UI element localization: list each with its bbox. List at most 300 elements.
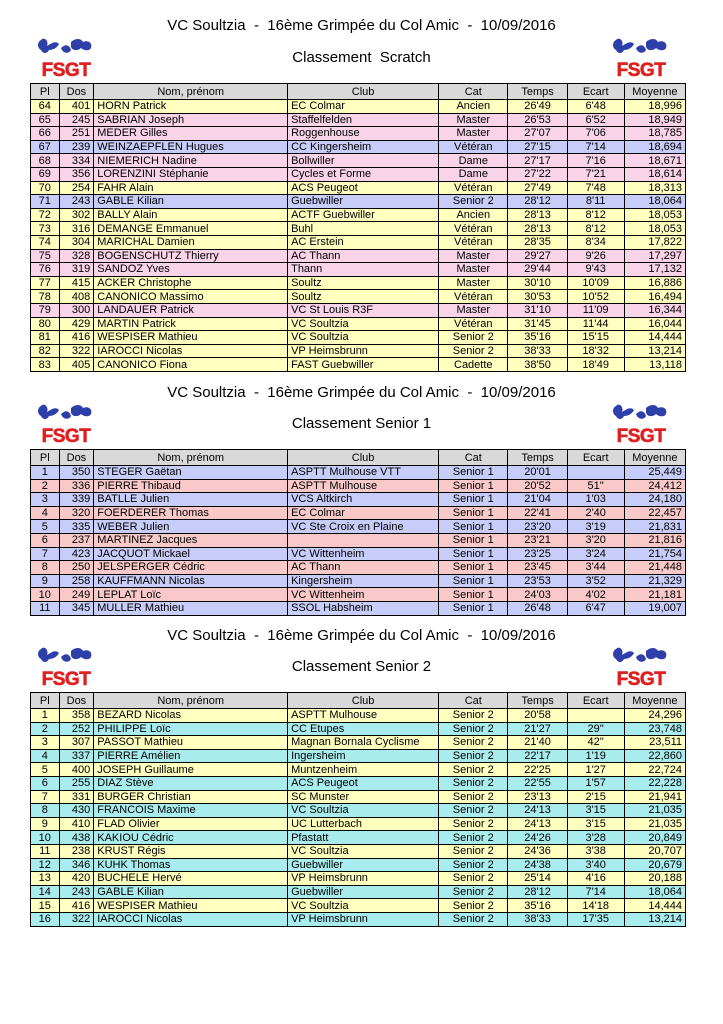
club-cell: Bollwiller bbox=[288, 154, 439, 168]
average-cell: 24,296 bbox=[624, 709, 685, 723]
place-cell: 11 bbox=[31, 601, 60, 615]
gap-cell: 6'52 bbox=[567, 113, 624, 127]
table-row bbox=[31, 195, 686, 209]
time-cell: 29'44 bbox=[508, 263, 567, 277]
gap-cell: 15'15 bbox=[567, 331, 624, 345]
bib-cell: 302 bbox=[59, 208, 94, 222]
name-cell: BOGENSCHUTZ Thierry bbox=[94, 249, 288, 263]
club-cell bbox=[288, 533, 439, 547]
table-row bbox=[31, 303, 686, 317]
time-cell: 24'13 bbox=[508, 817, 567, 831]
name-cell: JACQUOT Mickael bbox=[94, 547, 288, 561]
gap-cell: 14'18 bbox=[567, 899, 624, 913]
bib-cell: 337 bbox=[59, 749, 94, 763]
category-cell: Vétéran bbox=[439, 317, 508, 331]
place-cell: 3 bbox=[31, 736, 60, 750]
name-cell: LEPLAT Loïc bbox=[94, 588, 288, 602]
name-cell: DEMANGE Emmanuel bbox=[94, 222, 288, 236]
bib-cell: 328 bbox=[59, 249, 94, 263]
club-cell: VC Ste Croix en Plaine bbox=[288, 520, 439, 534]
club-cell: Ingersheim bbox=[288, 749, 439, 763]
category-cell: Senior 1 bbox=[439, 547, 508, 561]
bib-cell: 410 bbox=[59, 817, 94, 831]
table-row bbox=[31, 817, 686, 831]
place-cell: 80 bbox=[31, 317, 60, 331]
average-cell: 18,614 bbox=[624, 167, 685, 181]
bib-cell: 438 bbox=[59, 831, 94, 845]
bib-cell: 335 bbox=[59, 520, 94, 534]
column-header: Club bbox=[288, 693, 439, 709]
club-cell: EC Colmar bbox=[288, 100, 439, 114]
average-cell: 18,064 bbox=[624, 885, 685, 899]
club-cell: ACS Peugeot bbox=[288, 776, 439, 790]
name-cell: KAKIOU Cédric bbox=[94, 831, 288, 845]
name-cell: MARTIN Patrick bbox=[94, 317, 288, 331]
name-cell: FAHR Alain bbox=[94, 181, 288, 195]
time-cell: 38'50 bbox=[508, 358, 567, 372]
section-3-subtitle: Classement Senior 2 bbox=[291, 658, 432, 675]
average-cell: 22,860 bbox=[624, 749, 685, 763]
table-row bbox=[31, 154, 686, 168]
name-cell: PIERRE Thibaud bbox=[94, 479, 288, 493]
name-cell: KAUFFMANN Nicolas bbox=[94, 574, 288, 588]
club-cell: VC Wittenheim bbox=[288, 547, 439, 561]
gap-cell: 4'02 bbox=[567, 588, 624, 602]
average-cell: 21,181 bbox=[624, 588, 685, 602]
table-row bbox=[31, 466, 686, 480]
time-cell: 23'25 bbox=[508, 547, 567, 561]
gap-cell: 29'' bbox=[567, 722, 624, 736]
bib-cell: 304 bbox=[59, 235, 94, 249]
average-cell: 20,679 bbox=[624, 858, 685, 872]
category-cell: Senior 2 bbox=[439, 817, 508, 831]
name-cell: STEGER Gaëtan bbox=[94, 466, 288, 480]
table-row bbox=[31, 561, 686, 575]
place-cell: 10 bbox=[31, 831, 60, 845]
average-cell: 18,694 bbox=[624, 140, 685, 154]
club-cell: VC Soultzia bbox=[288, 899, 439, 913]
gap-cell: 3'40 bbox=[567, 858, 624, 872]
column-header: Nom, prénom bbox=[94, 84, 288, 100]
category-cell: Master bbox=[439, 263, 508, 277]
average-cell: 18,671 bbox=[624, 154, 685, 168]
average-cell: 23,748 bbox=[624, 722, 685, 736]
table-row bbox=[31, 222, 686, 236]
category-cell: Senior 1 bbox=[439, 493, 508, 507]
bib-cell: 243 bbox=[59, 195, 94, 209]
time-cell: 27'15 bbox=[508, 140, 567, 154]
table-row bbox=[31, 776, 686, 790]
club-cell: EC Colmar bbox=[288, 506, 439, 520]
column-header: Nom, prénom bbox=[94, 693, 288, 709]
svg-text:FSGT: FSGT bbox=[41, 60, 91, 80]
average-cell: 21,448 bbox=[624, 561, 685, 575]
table-row bbox=[31, 290, 686, 304]
club-cell: VP Heimsbrunn bbox=[288, 872, 439, 886]
category-cell: Senior 2 bbox=[439, 844, 508, 858]
time-cell: 21'40 bbox=[508, 736, 567, 750]
category-cell: Senior 2 bbox=[439, 763, 508, 777]
table-header-row bbox=[31, 693, 686, 709]
club-cell: VP Heimsbrunn bbox=[288, 344, 439, 358]
section-1-title: VC Soultzia - 16ème Grimpée du Col Amic - 10/09/2016 bbox=[167, 17, 556, 34]
name-cell: BURGER Christian bbox=[94, 790, 288, 804]
name-cell: CANONICO Fiona bbox=[94, 358, 288, 372]
table-row bbox=[31, 831, 686, 845]
gap-cell: 7'14 bbox=[567, 885, 624, 899]
category-cell: Senior 2 bbox=[439, 912, 508, 926]
table-row bbox=[31, 344, 686, 358]
table-row bbox=[31, 790, 686, 804]
gap-cell: 7'06 bbox=[567, 127, 624, 141]
table-row bbox=[31, 208, 686, 222]
bib-cell: 249 bbox=[59, 588, 94, 602]
place-cell: 69 bbox=[31, 167, 60, 181]
category-cell: Senior 1 bbox=[439, 588, 508, 602]
bib-cell: 420 bbox=[59, 872, 94, 886]
category-cell: Senior 1 bbox=[439, 479, 508, 493]
bib-cell: 252 bbox=[59, 722, 94, 736]
table-row bbox=[31, 276, 686, 290]
time-cell: 35'16 bbox=[508, 899, 567, 913]
category-cell: Senior 2 bbox=[439, 872, 508, 886]
average-cell: 18,996 bbox=[624, 100, 685, 114]
column-header: Cat bbox=[439, 84, 508, 100]
time-cell: 21'04 bbox=[508, 493, 567, 507]
category-cell: Senior 1 bbox=[439, 533, 508, 547]
bib-cell: 346 bbox=[59, 858, 94, 872]
place-cell: 5 bbox=[31, 520, 60, 534]
section-2-title: VC Soultzia - 16ème Grimpée du Col Amic - 10/09/2016 bbox=[167, 384, 556, 401]
bib-cell: 255 bbox=[59, 776, 94, 790]
results-table-senior-2 bbox=[30, 692, 686, 927]
category-cell: Senior 1 bbox=[439, 520, 508, 534]
gap-cell: 9'43 bbox=[567, 263, 624, 277]
bib-cell: 336 bbox=[59, 479, 94, 493]
name-cell: PHILIPPE Loïc bbox=[94, 722, 288, 736]
time-cell: 35'16 bbox=[508, 331, 567, 345]
place-cell: 66 bbox=[31, 127, 60, 141]
table-row bbox=[31, 113, 686, 127]
category-cell: Senior 2 bbox=[439, 885, 508, 899]
column-header: Temps bbox=[508, 450, 567, 466]
bib-cell: 331 bbox=[59, 790, 94, 804]
average-cell: 24,180 bbox=[624, 493, 685, 507]
bib-cell: 429 bbox=[59, 317, 94, 331]
table-row bbox=[31, 912, 686, 926]
column-header: Moyenne bbox=[624, 84, 685, 100]
club-cell: ACTF Guebwiller bbox=[288, 208, 439, 222]
average-cell: 18,064 bbox=[624, 195, 685, 209]
category-cell: Ancien bbox=[439, 100, 508, 114]
table-row bbox=[31, 317, 686, 331]
average-cell: 21,941 bbox=[624, 790, 685, 804]
time-cell: 22'25 bbox=[508, 763, 567, 777]
average-cell: 20,849 bbox=[624, 831, 685, 845]
time-cell: 26'49 bbox=[508, 100, 567, 114]
category-cell: Senior 2 bbox=[439, 804, 508, 818]
average-cell: 20,707 bbox=[624, 844, 685, 858]
time-cell: 24'38 bbox=[508, 858, 567, 872]
time-cell: 22'17 bbox=[508, 749, 567, 763]
table-row bbox=[31, 263, 686, 277]
name-cell: NIEMERICH Nadine bbox=[94, 154, 288, 168]
gap-cell: 18'32 bbox=[567, 344, 624, 358]
column-header: Dos bbox=[59, 693, 94, 709]
bib-cell: 408 bbox=[59, 290, 94, 304]
gap-cell: 3'38 bbox=[567, 844, 624, 858]
name-cell: WESPISER Mathieu bbox=[94, 331, 288, 345]
time-cell: 21'27 bbox=[508, 722, 567, 736]
average-cell: 18,949 bbox=[624, 113, 685, 127]
name-cell: MULLER Mathieu bbox=[94, 601, 288, 615]
gap-cell bbox=[567, 466, 624, 480]
category-cell: Senior 2 bbox=[439, 736, 508, 750]
category-cell: Ancien bbox=[439, 208, 508, 222]
gap-cell: 10'52 bbox=[567, 290, 624, 304]
table-row bbox=[31, 181, 686, 195]
average-cell: 14,444 bbox=[624, 331, 685, 345]
average-cell: 22,228 bbox=[624, 776, 685, 790]
name-cell: FRANCOIS Maxime bbox=[94, 804, 288, 818]
club-cell: Roggenhouse bbox=[288, 127, 439, 141]
club-cell: VP Heimsbrunn bbox=[288, 912, 439, 926]
club-cell: VC St Louis R3F bbox=[288, 303, 439, 317]
table-row bbox=[31, 331, 686, 345]
average-cell: 22,457 bbox=[624, 506, 685, 520]
average-cell: 25,449 bbox=[624, 466, 685, 480]
time-cell: 23'45 bbox=[508, 561, 567, 575]
gap-cell: 51'' bbox=[567, 479, 624, 493]
gap-cell: 2'40 bbox=[567, 506, 624, 520]
time-cell: 27'17 bbox=[508, 154, 567, 168]
place-cell: 4 bbox=[31, 506, 60, 520]
name-cell: WEBER Julien bbox=[94, 520, 288, 534]
club-cell: Pfastatt bbox=[288, 831, 439, 845]
table-row bbox=[31, 249, 686, 263]
bib-cell: 345 bbox=[59, 601, 94, 615]
place-cell: 1 bbox=[31, 709, 60, 723]
bib-cell: 401 bbox=[59, 100, 94, 114]
place-cell: 9 bbox=[31, 574, 60, 588]
time-cell: 24'26 bbox=[508, 831, 567, 845]
table-row bbox=[31, 574, 686, 588]
bib-cell: 400 bbox=[59, 763, 94, 777]
gap-cell: 2'15 bbox=[567, 790, 624, 804]
svg-text:FSGT: FSGT bbox=[616, 426, 666, 446]
gap-cell: 1'57 bbox=[567, 776, 624, 790]
table-row bbox=[31, 736, 686, 750]
place-cell: 73 bbox=[31, 222, 60, 236]
table-row bbox=[31, 872, 686, 886]
svg-text:FSGT: FSGT bbox=[616, 60, 666, 80]
name-cell: FLAD Olivier bbox=[94, 817, 288, 831]
gap-cell: 8'12 bbox=[567, 208, 624, 222]
club-cell: Muntzenheim bbox=[288, 763, 439, 777]
bib-cell: 307 bbox=[59, 736, 94, 750]
column-header: Nom, prénom bbox=[94, 450, 288, 466]
table-row bbox=[31, 899, 686, 913]
table-row bbox=[31, 506, 686, 520]
club-cell: Soultz bbox=[288, 290, 439, 304]
bib-cell: 239 bbox=[59, 140, 94, 154]
club-cell: SSOL Habsheim bbox=[288, 601, 439, 615]
name-cell: WEINZAEPFLEN Hugues bbox=[94, 140, 288, 154]
gap-cell: 10'09 bbox=[567, 276, 624, 290]
place-cell: 16 bbox=[31, 912, 60, 926]
column-header: Moyenne bbox=[624, 693, 685, 709]
average-cell: 16,494 bbox=[624, 290, 685, 304]
average-cell: 24,412 bbox=[624, 479, 685, 493]
column-header: Pl bbox=[31, 450, 60, 466]
gap-cell: 7'21 bbox=[567, 167, 624, 181]
club-cell: Guebwiller bbox=[288, 858, 439, 872]
place-cell: 83 bbox=[31, 358, 60, 372]
gap-cell: 7'48 bbox=[567, 181, 624, 195]
club-cell: Guebwiller bbox=[288, 885, 439, 899]
column-header: Ecart bbox=[567, 84, 624, 100]
name-cell: JELSPERGER Cédric bbox=[94, 561, 288, 575]
name-cell: PIERRE Amélien bbox=[94, 749, 288, 763]
place-cell: 67 bbox=[31, 140, 60, 154]
time-cell: 26'53 bbox=[508, 113, 567, 127]
bib-cell: 238 bbox=[59, 844, 94, 858]
time-cell: 28'13 bbox=[508, 222, 567, 236]
name-cell: BATLLE Julien bbox=[94, 493, 288, 507]
average-cell: 21,816 bbox=[624, 533, 685, 547]
average-cell: 17,132 bbox=[624, 263, 685, 277]
category-cell: Senior 1 bbox=[439, 574, 508, 588]
column-header: Cat bbox=[439, 693, 508, 709]
name-cell: FOERDERER Thomas bbox=[94, 506, 288, 520]
category-cell: Senior 1 bbox=[439, 466, 508, 480]
time-cell: 31'45 bbox=[508, 317, 567, 331]
time-cell: 30'10 bbox=[508, 276, 567, 290]
table-row bbox=[31, 722, 686, 736]
average-cell: 18,785 bbox=[624, 127, 685, 141]
time-cell: 22'55 bbox=[508, 776, 567, 790]
svg-text:FSGT: FSGT bbox=[616, 669, 666, 689]
column-header: Ecart bbox=[567, 450, 624, 466]
gap-cell: 8'11 bbox=[567, 195, 624, 209]
column-header: Dos bbox=[59, 450, 94, 466]
name-cell: MARICHAL Damien bbox=[94, 235, 288, 249]
bib-cell: 416 bbox=[59, 899, 94, 913]
place-cell: 4 bbox=[31, 749, 60, 763]
category-cell: Dame bbox=[439, 167, 508, 181]
name-cell: CANONICO Massimo bbox=[94, 290, 288, 304]
average-cell: 18,053 bbox=[624, 208, 685, 222]
average-cell: 21,329 bbox=[624, 574, 685, 588]
club-cell: VC Soultzia bbox=[288, 331, 439, 345]
club-cell: VC Soultzia bbox=[288, 317, 439, 331]
club-cell: VC Soultzia bbox=[288, 804, 439, 818]
club-cell: Guebwiller bbox=[288, 195, 439, 209]
time-cell: 22'41 bbox=[508, 506, 567, 520]
table-row bbox=[31, 547, 686, 561]
column-header: Pl bbox=[31, 84, 60, 100]
name-cell: DIAZ Stève bbox=[94, 776, 288, 790]
category-cell: Vétéran bbox=[439, 222, 508, 236]
name-cell: WESPISER Mathieu bbox=[94, 899, 288, 913]
bib-cell: 322 bbox=[59, 344, 94, 358]
club-cell: CC Kingersheim bbox=[288, 140, 439, 154]
bib-cell: 430 bbox=[59, 804, 94, 818]
place-cell: 8 bbox=[31, 561, 60, 575]
bib-cell: 316 bbox=[59, 222, 94, 236]
place-cell: 9 bbox=[31, 817, 60, 831]
average-cell: 16,344 bbox=[624, 303, 685, 317]
category-cell: Senior 2 bbox=[439, 722, 508, 736]
table-row bbox=[31, 763, 686, 777]
club-cell: ASPTT Mulhouse VTT bbox=[288, 466, 439, 480]
place-cell: 7 bbox=[31, 547, 60, 561]
place-cell: 6 bbox=[31, 776, 60, 790]
average-cell: 20,188 bbox=[624, 872, 685, 886]
time-cell: 38'33 bbox=[508, 912, 567, 926]
average-cell: 21,035 bbox=[624, 804, 685, 818]
time-cell: 26'48 bbox=[508, 601, 567, 615]
average-cell: 17,822 bbox=[624, 235, 685, 249]
club-cell: VCS Altkirch bbox=[288, 493, 439, 507]
category-cell: Master bbox=[439, 303, 508, 317]
place-cell: 82 bbox=[31, 344, 60, 358]
table-row bbox=[31, 844, 686, 858]
gap-cell: 17'35 bbox=[567, 912, 624, 926]
gap-cell: 6'47 bbox=[567, 601, 624, 615]
table-row bbox=[31, 709, 686, 723]
bib-cell: 254 bbox=[59, 181, 94, 195]
average-cell: 21,035 bbox=[624, 817, 685, 831]
gap-cell: 3'15 bbox=[567, 804, 624, 818]
bib-cell: 250 bbox=[59, 561, 94, 575]
place-cell: 70 bbox=[31, 181, 60, 195]
name-cell: BALLY Alain bbox=[94, 208, 288, 222]
bib-cell: 416 bbox=[59, 331, 94, 345]
column-header: Club bbox=[288, 450, 439, 466]
gap-cell: 7'16 bbox=[567, 154, 624, 168]
place-cell: 75 bbox=[31, 249, 60, 263]
time-cell: 28'35 bbox=[508, 235, 567, 249]
results-table-senior-1 bbox=[30, 449, 686, 616]
table-row bbox=[31, 493, 686, 507]
name-cell: GABLE Kilian bbox=[94, 195, 288, 209]
club-cell: AC Thann bbox=[288, 249, 439, 263]
place-cell: 11 bbox=[31, 844, 60, 858]
place-cell: 77 bbox=[31, 276, 60, 290]
place-cell: 81 bbox=[31, 331, 60, 345]
place-cell: 8 bbox=[31, 804, 60, 818]
table-row bbox=[31, 235, 686, 249]
name-cell: SANDOZ Yves bbox=[94, 263, 288, 277]
bib-cell: 245 bbox=[59, 113, 94, 127]
bib-cell: 300 bbox=[59, 303, 94, 317]
time-cell: 25'14 bbox=[508, 872, 567, 886]
name-cell: LORENZINI Stéphanie bbox=[94, 167, 288, 181]
gap-cell: 3'52 bbox=[567, 574, 624, 588]
gap-cell: 3'19 bbox=[567, 520, 624, 534]
svg-text:FSGT: FSGT bbox=[41, 669, 91, 689]
average-cell: 22,724 bbox=[624, 763, 685, 777]
gap-cell: 8'12 bbox=[567, 222, 624, 236]
category-cell: Dame bbox=[439, 154, 508, 168]
table-row bbox=[31, 885, 686, 899]
club-cell: Kingersheim bbox=[288, 574, 439, 588]
gap-cell: 3'28 bbox=[567, 831, 624, 845]
table-header-row bbox=[31, 84, 686, 100]
table-row bbox=[31, 601, 686, 615]
bib-cell: 258 bbox=[59, 574, 94, 588]
